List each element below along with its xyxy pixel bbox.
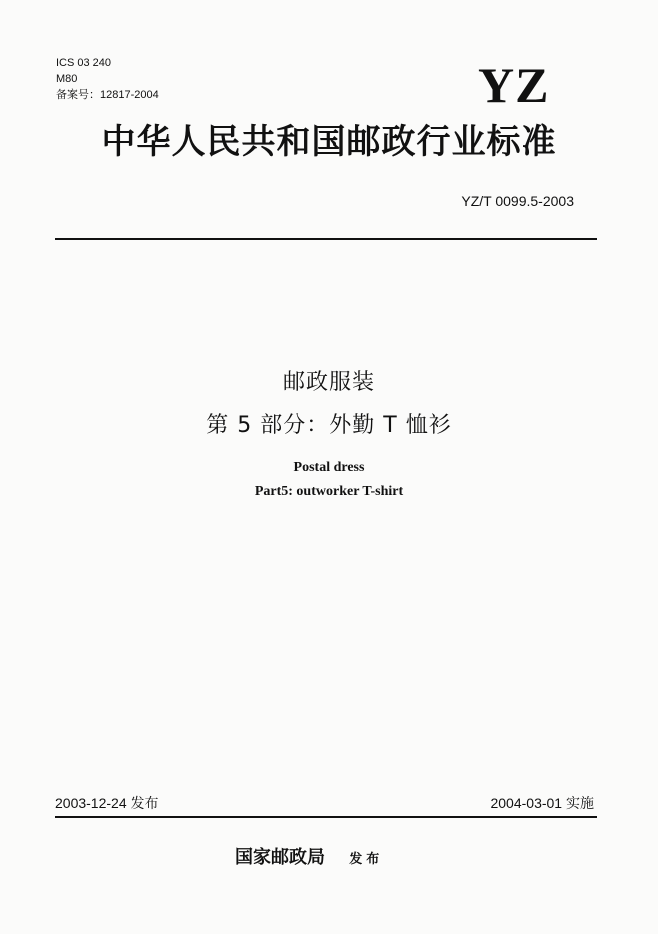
classification-block	[56, 55, 159, 103]
standard-title: 中华人民共和国邮政行业标准	[101, 122, 557, 162]
document-subtitle-en: Part5: outworker T-shirt	[254, 484, 404, 499]
document-title-en: Postal dress	[293, 460, 365, 475]
footer-divider	[55, 816, 597, 818]
standard-number: YZ/T 0099.5-2003	[461, 193, 574, 209]
category-code: M80	[56, 73, 78, 85]
document-title-cn: 邮政服装	[282, 370, 375, 395]
header-divider	[55, 238, 597, 240]
issuer-verb: 发布	[349, 852, 384, 867]
standard-code-mark: YZ	[478, 57, 550, 113]
ics-code: ICS 03 240	[56, 57, 112, 69]
document-subtitle-cn: 第 5 部分：外勤 T 恤衫	[206, 413, 452, 438]
issue-date: 2003-12-24 发布	[55, 795, 159, 811]
issuer-name: 国家邮政局	[235, 847, 325, 868]
implementation-date: 2004-03-01 实施	[490, 795, 594, 811]
issuer-line	[235, 843, 383, 869]
record-number: 备案号：12817-2004	[56, 89, 159, 101]
